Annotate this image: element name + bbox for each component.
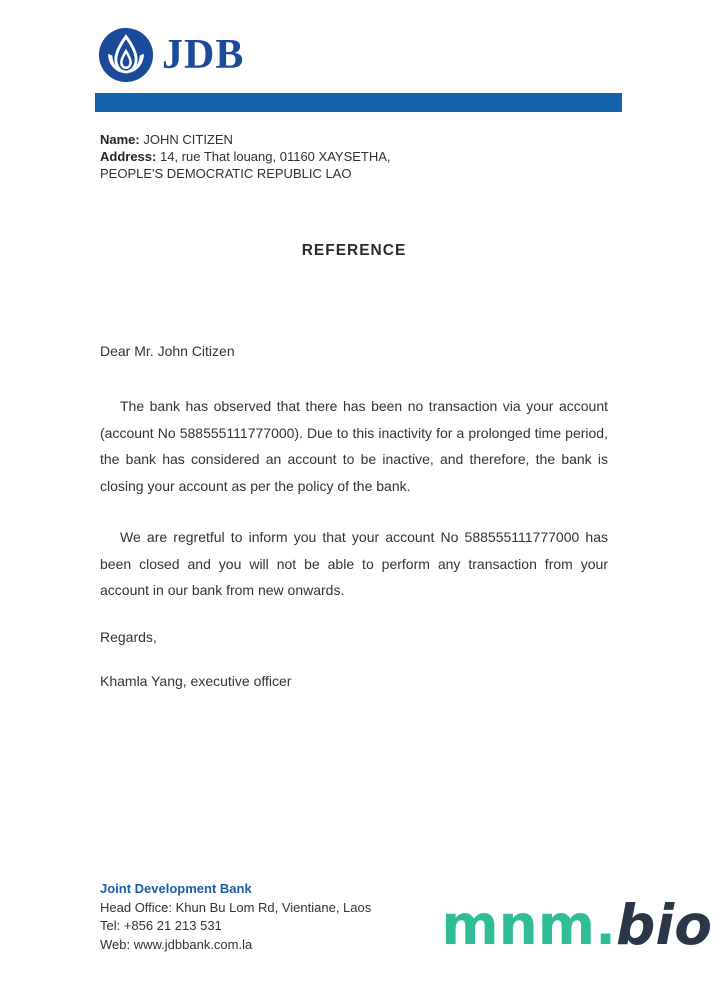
signature-line: Khamla Yang, executive officer — [100, 673, 292, 689]
recipient-address-line2: PEOPLE'S DEMOCRATIC REPUBLIC LAO — [100, 166, 352, 181]
jdb-lotus-icon — [97, 26, 155, 84]
header-divider-bar — [95, 93, 622, 112]
footer-web: Web: www.jdbbank.com.la — [100, 936, 253, 952]
recipient-address-line1 — [100, 148, 391, 165]
body-paragraph-2: We are regretful to inform you that your account No 588555111777000 has been closed and you will not be able to perform any transaction from your account in our bank from new onwards. — [100, 529, 608, 598]
recipient-block — [100, 131, 391, 182]
bank-logo — [97, 26, 244, 84]
bank-footer — [100, 880, 371, 954]
name-label: Name: — [100, 132, 140, 147]
body-paragraph-1: The bank has observed that there has been no transaction via your account (account No 588555111777000). Due to this inactivity for a prolonged time period, the bank has considered an account to be inactive, and therefore, the bank is closing your account as per the policy of the bank. — [100, 398, 608, 494]
address-value: 14, rue That louang, 01160 XAYSETHA, — [159, 149, 391, 164]
recipient-name-line — [100, 131, 391, 148]
watermark-mnm: mnm. — [441, 893, 616, 957]
salutation: Dear Mr. John Citizen — [100, 343, 235, 359]
footer-head-office: Head Office: Khun Bu Lom Rd, Vientiane, Laos — [100, 899, 372, 915]
address-label: Address: — [100, 149, 157, 164]
footer-tel: Tel: +856 21 213 531 — [100, 918, 222, 933]
mnm-bio-watermark — [441, 893, 712, 957]
bank-logo-text: JDB — [162, 32, 245, 78]
closing-line: Regards, — [100, 629, 157, 645]
name-value: JOHN CITIZEN — [143, 132, 233, 147]
watermark-bio: bio — [615, 893, 712, 957]
letter-title: REFERENCE — [301, 242, 407, 259]
footer-bank-name: Joint Development Bank — [100, 881, 252, 896]
